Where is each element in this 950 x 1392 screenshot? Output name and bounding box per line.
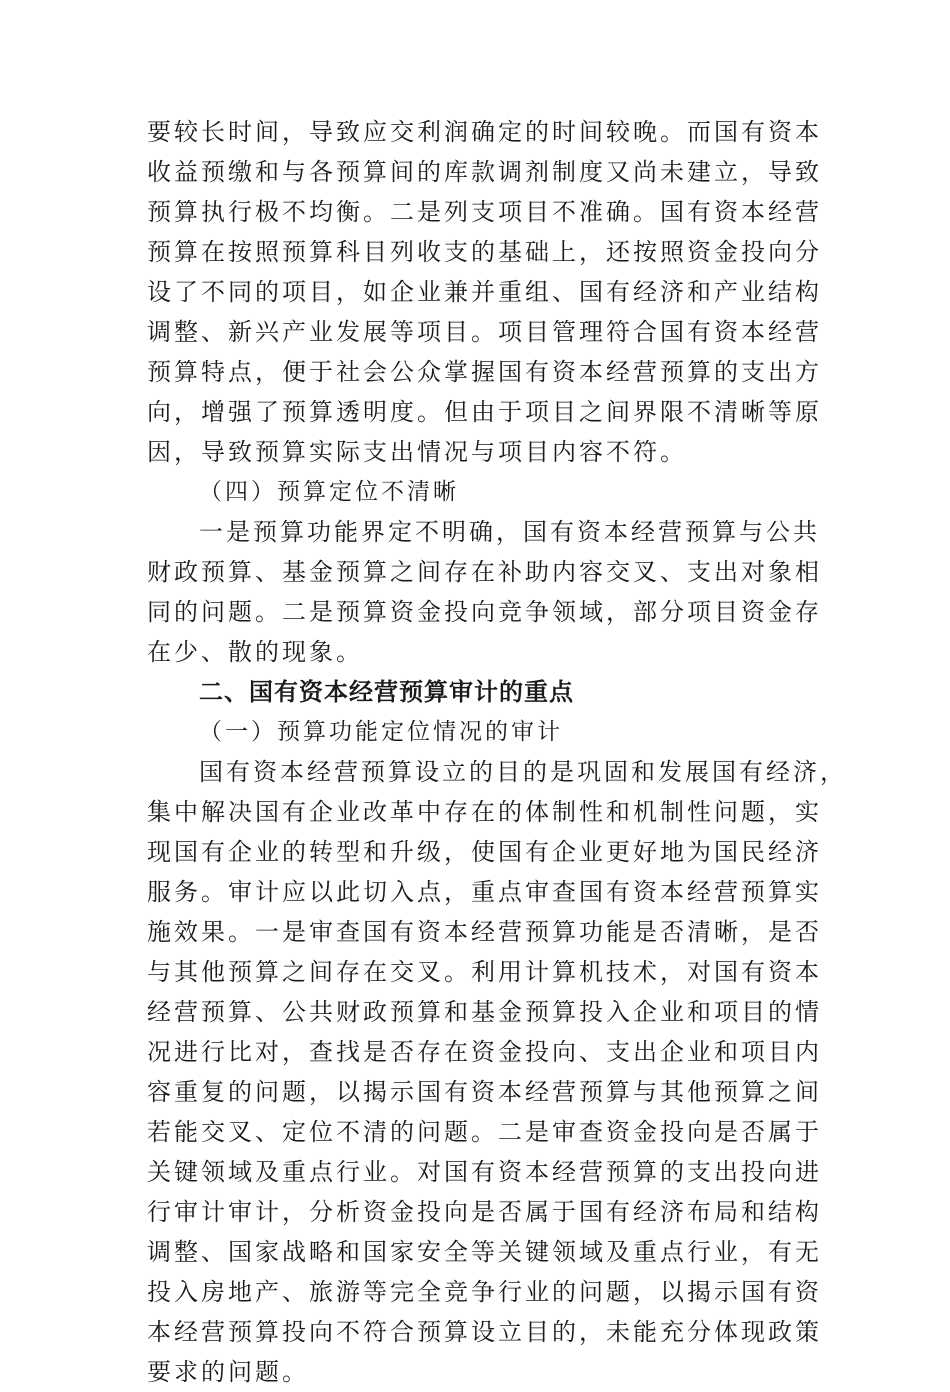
body-line: 集中解决国有企业改革中存在的体制性和机制性问题，实	[147, 798, 822, 826]
body-line: 况进行比对，查找是否存在资金投向、支出企业和项目内	[147, 1038, 822, 1066]
body-line: 服务。审计应以此切入点，重点审查国有资本经营预算实	[147, 878, 822, 906]
body-line: 行审计审计，分析资金投向是否属于国有经济布局和结构	[147, 1198, 822, 1226]
subsection-heading: （四）预算定位不清晰	[199, 479, 459, 505]
body-line: 调整、国家战略和国家安全等关键领域及重点行业，有无	[147, 1238, 822, 1266]
body-line: 在少、散的现象。	[147, 638, 363, 666]
paragraph-first-line: 一是预算功能界定不明确，国有资本经营预算与公共	[199, 518, 820, 546]
body-line: 关键领域及重点行业。对国有资本经营预算的支出投向进	[147, 1158, 822, 1186]
paragraph-first-line: 国有资本经营预算设立的目的是巩固和发展国有经济，	[199, 758, 847, 786]
body-line: 收益预缴和与各预算间的库款调剂制度又尚未建立，导致	[147, 158, 822, 186]
body-line: 与其他预算之间存在交叉。利用计算机技术，对国有资本	[147, 958, 822, 986]
body-line: 投入房地产、旅游等完全竞争行业的问题，以揭示国有资	[147, 1278, 822, 1306]
body-line: 调整、新兴产业发展等项目。项目管理符合国有资本经营	[147, 318, 822, 346]
body-line: 预算特点，便于社会公众掌握国有资本经营预算的支出方	[147, 358, 822, 386]
body-line: 施效果。一是审查国有资本经营预算功能是否清晰，是否	[147, 918, 822, 946]
document-body	[147, 112, 847, 1392]
body-line: 同的问题。二是预算资金投向竞争领域，部分项目资金存	[147, 598, 822, 626]
body-line: 要较长时间，导致应交利润确定的时间较晚。而国有资本	[147, 118, 822, 146]
body-line: 现国有企业的转型和升级，使国有企业更好地为国民经济	[147, 838, 822, 866]
subsection-heading: （一）预算功能定位情况的审计	[199, 719, 563, 745]
body-line: 财政预算、基金预算之间存在补助内容交叉、支出对象相	[147, 558, 822, 586]
body-line: 经营预算、公共财政预算和基金预算投入企业和项目的情	[147, 998, 822, 1026]
body-line: 若能交叉、定位不清的问题。二是审查资金投向是否属于	[147, 1118, 822, 1146]
body-line: 容重复的问题，以揭示国有资本经营预算与其他预算之间	[147, 1078, 822, 1106]
body-line: 要求的问题。	[147, 1358, 309, 1386]
body-line: 向，增强了预算透明度。但由于项目之间界限不清晰等原	[147, 398, 822, 426]
body-line: 因，导致预算实际支出情况与项目内容不符。	[147, 438, 687, 466]
body-line: 设了不同的项目，如企业兼并重组、国有经济和产业结构	[147, 278, 822, 306]
body-line: 本经营预算投向不符合预算设立目的，未能充分体现政策	[147, 1318, 822, 1346]
body-line: 预算在按照预算科目列收支的基础上，还按照资金投向分	[147, 238, 822, 266]
body-line: 预算执行极不均衡。二是列支项目不准确。国有资本经营	[147, 198, 822, 226]
section-heading: 二、国有资本经营预算审计的重点	[199, 678, 574, 706]
